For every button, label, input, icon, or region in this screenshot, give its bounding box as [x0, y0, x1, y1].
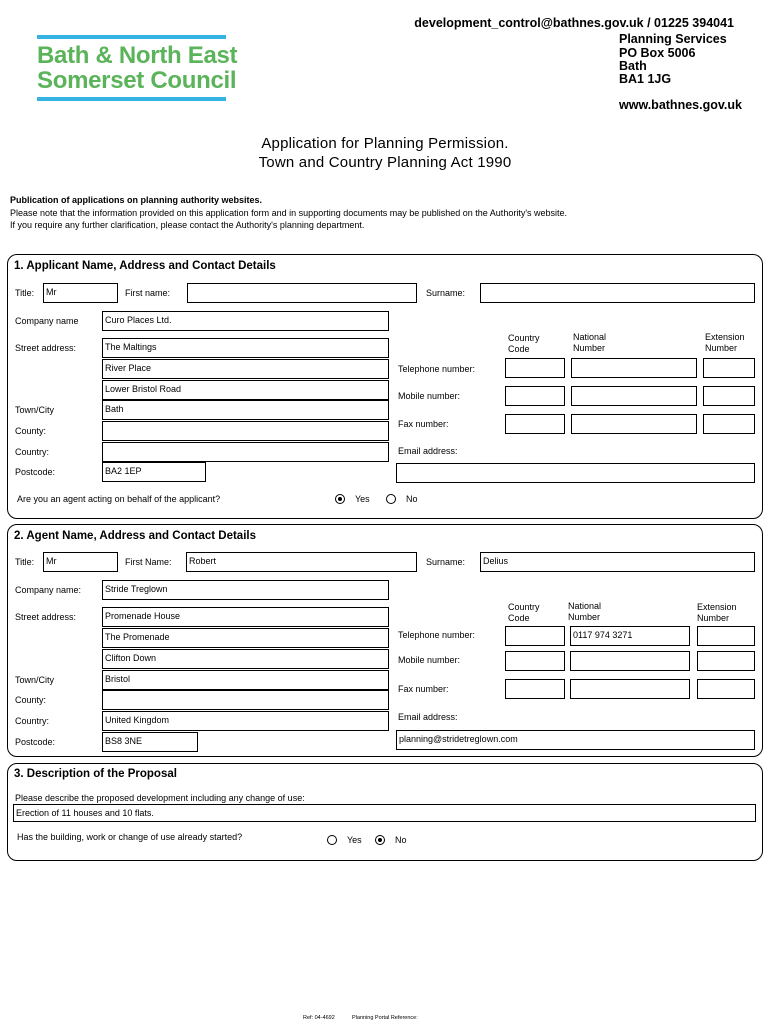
address-line-1: Planning Services: [619, 32, 727, 46]
s1-mobile-label: Mobile number:: [398, 391, 461, 401]
form-title-line2: Town and Country Planning Act 1990: [258, 154, 512, 171]
s1-agent-no-label: No: [406, 494, 418, 504]
website: www.bathnes.gov.uk: [619, 98, 742, 112]
s1-street2-field[interactable]: River Place: [102, 359, 389, 379]
s1-postcode-label: Postcode:: [15, 467, 56, 477]
s2-street1-field[interactable]: Promenade House: [102, 607, 389, 627]
s2-street-label: Street address:: [15, 612, 77, 622]
s2-tel-extension[interactable]: [697, 626, 755, 646]
s2-country-field[interactable]: United Kingdom: [102, 711, 389, 731]
s2-county-label: County:: [15, 695, 47, 705]
s1-email-field[interactable]: [396, 463, 755, 483]
s1-title-label: Title:: [15, 288, 35, 298]
s1-tel-country-code[interactable]: [505, 358, 565, 378]
s2-email-field[interactable]: planning@stridetreglown.com: [396, 730, 755, 750]
s1-mobile-national[interactable]: [571, 386, 697, 406]
s2-fax-country-code[interactable]: [505, 679, 565, 699]
s2-first-name-field[interactable]: Robert: [186, 552, 417, 572]
council-logo-line1: Bath & North East: [37, 42, 238, 69]
s2-mobile-national[interactable]: [570, 651, 690, 671]
s1-agent-yes-label: Yes: [355, 494, 370, 504]
s2-fax-label: Fax number:: [398, 684, 449, 694]
s2-mobile-country-code[interactable]: [505, 651, 565, 671]
s1-company-label: Company name: [15, 316, 79, 326]
s3-started-question: Has the building, work or change of use already started?: [17, 832, 243, 842]
s1-county-label: County:: [15, 426, 47, 436]
footer-ref: Ref: 04-4692: [303, 1015, 335, 1021]
s2-email-label: Email address:: [398, 712, 458, 722]
s2-country-code-label: Country Code: [508, 602, 540, 623]
address-line-3: Bath: [619, 59, 647, 73]
s2-postcode-label: Postcode:: [15, 737, 56, 747]
s2-mobile-extension[interactable]: [697, 651, 755, 671]
address-line-4: BA1 1JG: [619, 72, 672, 86]
s1-first-name-field[interactable]: [187, 283, 417, 303]
s1-mobile-extension[interactable]: [703, 386, 755, 406]
s2-street3-field[interactable]: Clifton Down: [102, 649, 389, 669]
s2-town-label: Town/City: [15, 675, 55, 685]
s2-surname-label: Surname:: [426, 557, 466, 567]
s1-tel-extension[interactable]: [703, 358, 755, 378]
s1-extension-label: Extension Number: [705, 332, 745, 353]
s2-title-label: Title:: [15, 557, 35, 567]
s2-extension-label: Extension Number: [697, 602, 737, 623]
s1-surname-field[interactable]: [480, 283, 755, 303]
notice-heading: Publication of applications on planning authority websites.: [10, 195, 263, 205]
s1-title-field[interactable]: Mr: [43, 283, 118, 303]
s2-company-label: Company name:: [15, 585, 82, 595]
s3-describe-label: Please describe the proposed development including any change of use:: [15, 793, 305, 803]
s1-surname-label: Surname:: [426, 288, 466, 298]
s2-fax-national[interactable]: [570, 679, 690, 699]
s2-tel-national[interactable]: 0117 974 3271: [570, 626, 690, 646]
notice-line2: If you require any further clarification, please contact the Authority's planning department.: [10, 220, 365, 230]
s1-street-label: Street address:: [15, 343, 77, 353]
s1-fax-country-code[interactable]: [505, 414, 565, 434]
s2-telephone-label: Telephone number:: [398, 630, 476, 640]
contact-line: development_control@bathnes.gov.uk / 01225 394041: [414, 16, 734, 30]
s1-agent-no-radio[interactable]: [386, 494, 396, 504]
s3-description-field[interactable]: Erection of 11 houses and 10 flats.: [13, 804, 756, 822]
s2-tel-country-code[interactable]: [505, 626, 565, 646]
s1-agent-yes-radio[interactable]: [335, 494, 345, 504]
s1-country-code-label: Country Code: [508, 333, 540, 354]
s1-fax-extension[interactable]: [703, 414, 755, 434]
s1-street3-field[interactable]: Lower Bristol Road: [102, 380, 389, 400]
s1-company-field[interactable]: Curo Places Ltd.: [102, 311, 389, 331]
s1-tel-national[interactable]: [571, 358, 697, 378]
s1-agent-question: Are you an agent acting on behalf of the applicant?: [17, 494, 221, 504]
s1-town-label: Town/City: [15, 405, 55, 415]
s2-fax-extension[interactable]: [697, 679, 755, 699]
s2-surname-field[interactable]: Delius: [480, 552, 755, 572]
s2-title-field[interactable]: Mr: [43, 552, 118, 572]
s1-postcode-field[interactable]: BA2 1EP: [102, 462, 206, 482]
section3-heading: 3. Description of the Proposal: [14, 768, 177, 780]
s2-company-field[interactable]: Stride Treglown: [102, 580, 389, 600]
s3-started-no-radio[interactable]: [375, 835, 385, 845]
s3-started-yes-label: Yes: [347, 835, 362, 845]
s1-national-number-label: National Number: [573, 332, 607, 353]
s1-mobile-country-code[interactable]: [505, 386, 565, 406]
s2-country-label: Country:: [15, 716, 50, 726]
s1-country-field[interactable]: [102, 442, 389, 462]
logo-bar-bottom: [37, 97, 226, 101]
form-title-line1: Application for Planning Permission.: [261, 135, 509, 152]
address-line-2: PO Box 5006: [619, 46, 696, 60]
s2-first-name-label: First Name:: [125, 557, 172, 567]
s1-fax-label: Fax number:: [398, 419, 449, 429]
s1-street1-field[interactable]: The Maltings: [102, 338, 389, 358]
s2-county-field[interactable]: [102, 690, 389, 710]
s1-fax-national[interactable]: [571, 414, 697, 434]
s3-started-yes-radio[interactable]: [327, 835, 337, 845]
section1-heading: 1. Applicant Name, Address and Contact Details: [14, 260, 276, 272]
section2-heading: 2. Agent Name, Address and Contact Details: [14, 530, 256, 542]
s1-first-name-label: First name:: [125, 288, 171, 298]
s1-country-label: Country:: [15, 447, 50, 457]
s1-telephone-label: Telephone number:: [398, 364, 476, 374]
s1-email-label: Email address:: [398, 446, 458, 456]
s2-mobile-label: Mobile number:: [398, 655, 461, 665]
s2-town-field[interactable]: Bristol: [102, 670, 389, 690]
s2-postcode-field[interactable]: BS8 3NE: [102, 732, 198, 752]
s2-national-number-label: National Number: [568, 601, 602, 622]
council-logo-line2: Somerset Council: [37, 67, 237, 94]
s1-town-field[interactable]: Bath: [102, 400, 389, 420]
notice-line1: Please note that the information provided on this application form and in supporting documents may be published on the Authority's website.: [10, 208, 568, 218]
logo-bar-top: [37, 35, 226, 39]
s3-started-no-label: No: [395, 835, 407, 845]
footer-portal-ref: Planning Portal Reference:: [352, 1015, 418, 1021]
s1-county-field[interactable]: [102, 421, 389, 441]
s2-street2-field[interactable]: The Promenade: [102, 628, 389, 648]
